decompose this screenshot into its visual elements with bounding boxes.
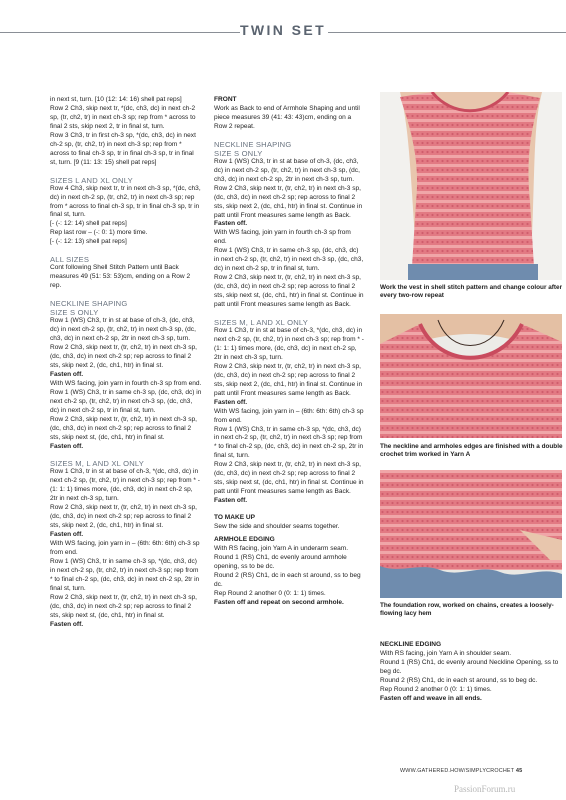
s-row-2b: Row 2 Ch3, skip next tr, (tr, ch2, tr) in next ch-3 sp, (dc, ch3, dc) in next ch-2 sp; rep across to final 2 sts, skip next st, (dc, ch1, htr) in final st.	[50, 415, 197, 441]
front-m-row-1b: Row 1 (WS) Ch3, tr in same ch-3 sp, *(dc, ch3, dc) in next ch-2 sp, (tr, ch2, tr) in next ch-3 sp; rep from * to final ch-2 sp, (dc, ch3, dc) in next ch-2 sp, 2tr in final st, turn.	[214, 425, 364, 460]
rep-last-row: Rep last row – (-: 0: 1) more time.	[50, 229, 148, 237]
front-m-fasten-off-2: Fasten off.	[214, 497, 248, 505]
back-row-3: Row 3 Ch3, tr in first ch-3 sp, *(dc, ch3, dc) in next ch-2 sp, (tr, ch2, tr) in next ch-3 sp; rep from * across to final ch-3 sp, tr in final ch-3 sp, tr in final st, turn. [9 (11: 13: 15) shell pat reps]	[50, 131, 196, 166]
heading-front: FRONT	[214, 96, 237, 103]
heading-sizes-m-l-xl: SIZES M, L AND XL ONLY	[50, 459, 145, 469]
front-s-fasten-off: Fasten off.	[214, 220, 248, 228]
hem-image	[380, 470, 562, 598]
footer-site: WWW.GATHERED.HOW/SIMPLYCROCHET	[400, 768, 515, 774]
photo-neckline	[380, 314, 562, 438]
heading-size-s-front: SIZE S ONLY	[214, 148, 263, 158]
armhole-join: With RS facing, join Yarn A in underarm seam.	[214, 544, 349, 552]
make-up-text: Sew the side and shoulder seams together.	[214, 523, 340, 531]
neckline-repeat: Rep Round 2 another 0 (0: 1: 1) times.	[380, 685, 492, 693]
column-1	[50, 96, 202, 630]
column-3-text	[380, 641, 562, 704]
back-line: in next st, turn. [10 (12: 14: 16) shell pat reps]	[50, 96, 182, 103]
front-s-row-1: Row 1 (WS) Ch3, tr in st at base of ch-3, (dc, ch3, dc) in next ch-2 sp, (tr, ch2, tr) in next ch-3 sp, (dc, ch3, dc) in next ch-2 sp, 2tr in next ch-3 sp, turn.	[214, 157, 360, 183]
neckline-round-2: Round 2 (RS) Ch1, dc in each st around, ss to beg dc.	[380, 676, 538, 684]
watermark: PassionForum.ru	[454, 784, 516, 794]
heading-armhole-edging: ARMHOLE EDGING	[214, 535, 275, 543]
front-m-join: With WS facing, join yarn in – (6th: 6th: 6th) ch-3 sp from end.	[214, 407, 364, 424]
front-m-fasten-off-1: Fasten off.	[214, 398, 248, 406]
caption-3: The foundation row, worked on chains, creates a loosely-flowing lacy hem	[380, 602, 554, 618]
s-fasten-off-2: Fasten off.	[50, 442, 84, 450]
neckline-image	[380, 314, 562, 438]
heading-all-sizes: ALL SIZES	[50, 255, 90, 265]
m-row-2: Row 2 Ch3, skip next tr, (tr, ch2, tr) in next ch-3 sp, (dc, ch3, dc) in next ch-2 sp; rep across to final 2 sts, skip next 2, (dc, ch1, htr) in final st.	[50, 504, 197, 530]
m-row-1b: Row 1 (WS) Ch3, tr in same ch-3 sp, *(dc, ch3, dc) in next ch-2 sp, (tr, ch2, tr) in next ch-3 sp; rep from * to final ch-2 sp, (dc, ch3, dc) in next ch-2 sp, 2tr in final st, turn.	[50, 557, 200, 592]
armhole-round-2: Round 2 (RS) Ch1, dc in each st around, ss to beg dc.	[214, 571, 361, 588]
s-fasten-off-1: Fasten off.	[50, 370, 84, 378]
heading-size-s: SIZE S ONLY	[50, 308, 99, 318]
armhole-round-1: Round 1 (RS) Ch1, dc evenly around armhole opening, ss to be dc.	[214, 553, 347, 570]
front-m-row-1: Row 1 Ch3, tr in st at base of ch-3, *(dc, ch3, dc) in next ch-2 sp, (tr, ch2, tr) in next ch-3 sp; rep from * - (1: 1: 1) times more, (dc, ch3, dc) in next ch-2 sp, 2tr in next ch-3 sp, turn.	[214, 327, 364, 361]
neckline-join: With RS facing, join Yarn A in shoulder seam.	[380, 649, 512, 657]
page-title: TWIN SET	[239, 22, 327, 38]
heading-to-make-up: TO MAKE UP	[214, 514, 255, 522]
front-s-row-1b: Row 1 (WS) Ch3, tr in same ch-3 sp, (dc, ch3, dc) in next ch-2 sp, (tr, ch2, tr) in next ch-3 sp, (dc, ch3, dc) in next ch-2 sp, tr in final st, turn.	[214, 247, 364, 273]
vest-back-image	[380, 92, 562, 280]
armhole-fasten-off: Fasten off and repeat on second armhole.	[214, 598, 344, 606]
neckline-fasten-off: Fasten off and weave in all ends.	[380, 694, 482, 702]
s-row-1: Row 1 (WS) Ch3, tr in st at base of ch-3, (dc, ch3, dc) in next ch-2 sp, (tr, ch2, tr) in next ch-3 sp, (dc, ch3, dc) in next ch-2 sp, 2tr in next ch-3 sp, turn.	[50, 317, 196, 343]
header-rule-right	[328, 32, 566, 33]
photo-hem	[380, 470, 562, 598]
front-s-row-2: Row 2 Ch3, skip next tr, (tr, ch2, tr) in next ch-3 sp, (dc, ch3, dc) in next ch-2 sp; rep across to final 2 sts, skip next 2, (dc, ch1, htr) in final st. Continue in patt until Front measures same length as Back.	[214, 184, 363, 219]
front-m-row-2b: Row 2 Ch3, skip next tr, (tr, ch2, tr) in next ch-3 sp, (dc, ch3, dc) in next ch-2 sp; rep across to final 2 sts, skip next st, (dc, ch1, htr) in final st. Continue in patt until Front measures same length as Back.	[214, 461, 364, 496]
heading-neckline-shaping-front: NECKLINE SHAPING	[214, 139, 292, 149]
heading-neckline-edging: NECKLINE EDGING	[380, 641, 442, 648]
armhole-repeat: Rep Round 2 another 0 (0: 1: 1) times.	[214, 589, 326, 597]
rep-last-row-reps: [- (-: 12: 13) shell pat reps]	[50, 238, 127, 246]
s-row-2: Row 2 Ch3, skip next tr, (tr, ch2, tr) in next ch-3 sp, (dc, ch3, dc) in next ch-2 sp; rep across to final 2 sts, skip next 2, (dc, ch1, htr) in final st.	[50, 344, 197, 369]
footer	[400, 768, 522, 774]
column-2	[214, 96, 364, 608]
m-row-1: Row 1 Ch3, tr in st at base of ch-3, *(dc, ch3, dc) in next ch-2 sp, (tr, ch2, tr) in next ch-3 sp; rep from * - (1: 1: 1) times more, (dc, ch3, dc) in next ch-2 sp, 2tr in next ch-3 sp, turn.	[50, 468, 200, 503]
heading-sizes-m-l-xl-front: SIZES M, L AND XL ONLY	[214, 318, 309, 328]
back-row-4: Row 4 Ch3, skip next tr, tr in next ch-3 sp, *(dc, ch3, dc) in next ch-2 sp, (tr, ch2, tr) in next ch-3 sp; rep from * across to final ch-3 sp, tr in final ch-3 sp, tr in final st, turn.	[50, 184, 201, 219]
caption-2: The neckline and armholes edges are finished with a double crochet trim worked in Yarn A	[380, 443, 563, 459]
neckline-round-1: Round 1 (RS) Ch1, dc evenly around Neckline Opening, ss to beg dc.	[380, 658, 559, 675]
heading-neckline-shaping: NECKLINE SHAPING	[50, 299, 128, 309]
back-row-4-reps: [- (-: 12: 14) shell pat reps]	[50, 220, 127, 228]
m-fasten-off-1: Fasten off.	[50, 531, 84, 539]
caption-1: Work the vest in shell stitch pattern and change colour after every two-row repeat	[380, 284, 563, 300]
front-s-row-2b: Row 2 Ch3, skip next tr, (tr, ch2, tr) in next ch-3 sp, (dc, ch3, dc) in next ch-2 sp; rep across to final 2 sts, skip next st, (dc, ch1, htr) in final st. Continue in patt until Front measures same length as Back.	[214, 274, 364, 309]
m-fasten-off-2: Fasten off.	[50, 620, 84, 628]
s-row-1b: Row 1 (WS) Ch3, tr in same ch-3 sp, (dc, ch3, dc) in next ch-2 sp, (tr, ch2, tr) in next ch-3 sp, (dc, ch3, dc) in next ch-2 sp, tr in final st, turn.	[50, 388, 202, 414]
heading-sizes-l-xl: SIZES L AND XL ONLY	[50, 175, 133, 185]
front-m-row-2: Row 2 Ch3, skip next tr, (tr, ch2, tr) in next ch-3 sp, (dc, ch3, dc) in next ch-2 sp; rep across to final 2 sts, skip next 2, (dc, ch1, htr) in final st. Continue in patt until Front measures same length as Back.	[214, 362, 363, 397]
front-text: Work as Back to end of Armhole Shaping and until piece measures 39 (41: 43: 43)cm, ending on a Row 2 repeat.	[214, 104, 360, 130]
photo-vest-back	[380, 92, 562, 280]
back-row-2: Row 2 Ch3, skip next tr, *(dc, ch3, dc) in next ch-2 sp, (tr, ch2, tr) in next ch-3 sp; rep from * across to final 2 sts, skip next 2, tr in final st, turn.	[50, 104, 196, 130]
page-number: 45	[515, 768, 523, 774]
front-s-join: With WS facing, join yarn in fourth ch-3 sp from end.	[214, 229, 351, 246]
m-row-2b: Row 2 Ch3, skip next tr, (tr, ch2, tr) in next ch-3 sp, (dc, ch3, dc) in next ch-2 sp; rep across to final 2 sts, skip next st, (dc, ch1, htr) in final st.	[50, 593, 197, 619]
m-join: With WS facing, join yarn in – (6th: 6th: 6th) ch-3 sp from end.	[50, 540, 200, 557]
all-sizes-text: Cont following Shell Stitch Pattern until Back measures 49 (51: 53: 53)cm, ending on a Row 2 rep.	[50, 264, 191, 290]
s-join: With WS facing, join yarn in fourth ch-3 sp from end.	[50, 379, 202, 387]
